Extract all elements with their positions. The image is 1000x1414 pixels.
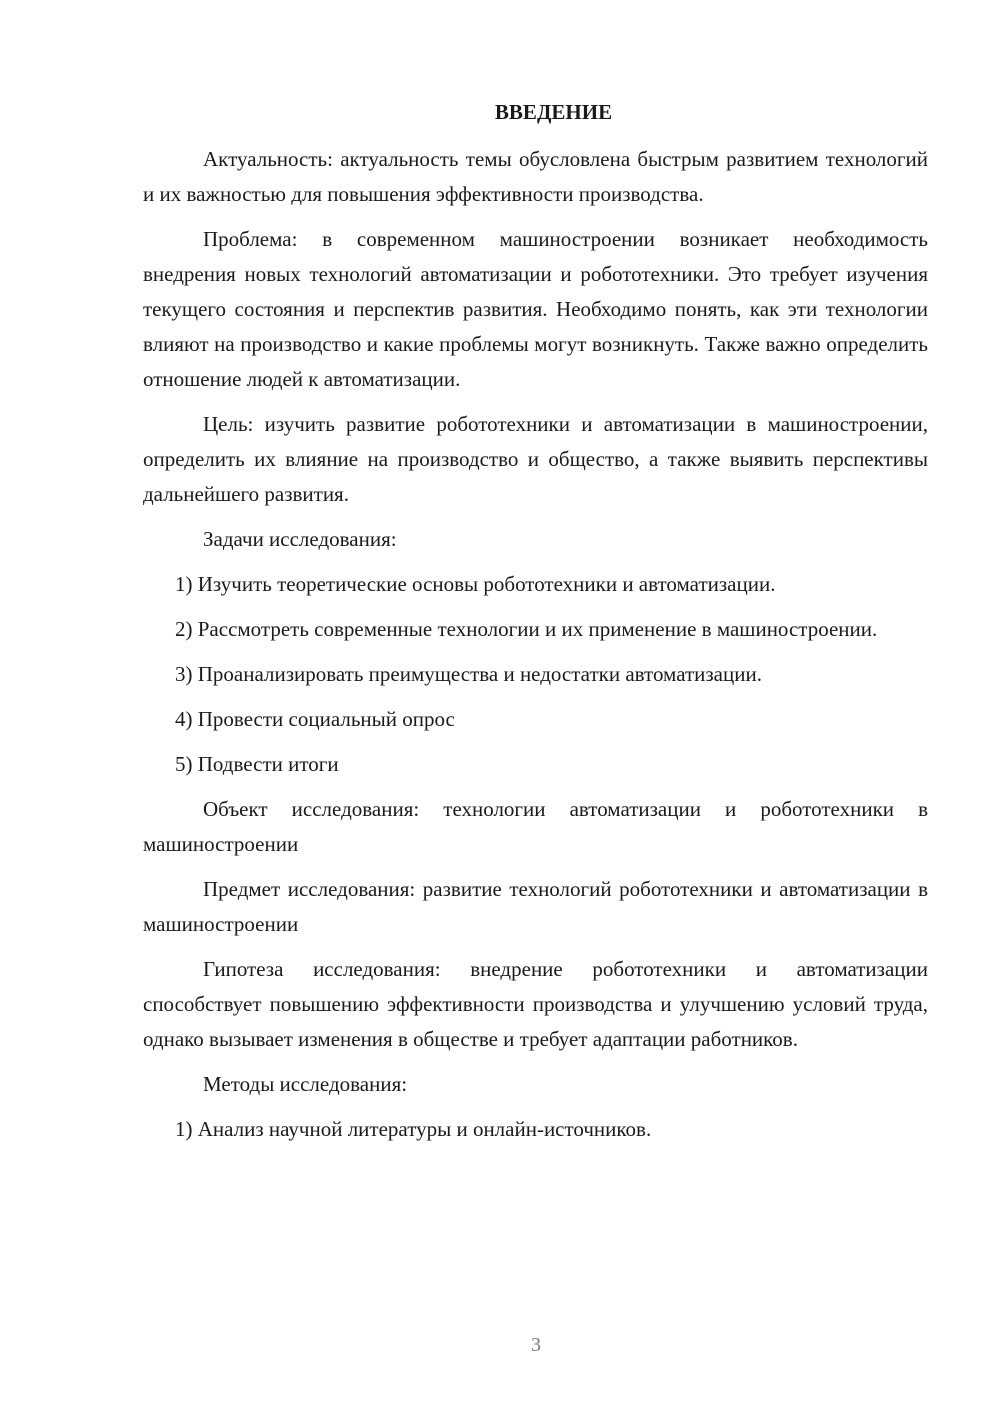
- relevance-paragraph: Актуальность: актуальность темы обусловлена быстрым развитием технологий и их важностью для повышения эффективности производства.: [143, 147, 928, 206]
- problem-paragraph: Проблема: в современном машиностроении возникает необходимость внедрения новых технологий автоматизации и робототехники. Это требует изучения текущего состояния и перспектив развития. Необходимо понять, как эти технологии влияют на производство и какие проблемы могут возникнуть. Также важно определить отношение людей к автоматизации.: [143, 227, 928, 391]
- task-item-5: 5) Подвести итоги: [175, 752, 339, 776]
- method-item-1: 1) Анализ научной литературы и онлайн-источников.: [175, 1117, 652, 1141]
- subject-paragraph: Предмет исследования: развитие технологий робототехники и автоматизации в машиностроении: [143, 877, 928, 936]
- task-item-1: 1) Изучить теоретические основы робототехники и автоматизации.: [175, 572, 776, 596]
- hypothesis-paragraph: Гипотеза исследования: внедрение робототехники и автоматизации способствует повышению эффективности производства и улучшению условий труда, однако вызывает изменения в обществе и требует адаптации работников.: [143, 957, 928, 1051]
- page-number: 3: [531, 1334, 541, 1356]
- task-item-3: 3) Проанализировать преимущества и недостатки автоматизации.: [175, 662, 762, 686]
- task-item-2: 2) Рассмотреть современные технологии и их применение в машиностроении.: [175, 617, 878, 641]
- object-paragraph: Объект исследования: технологии автоматизации и робототехники в машиностроении: [143, 797, 928, 856]
- tasks-title: Задачи исследования:: [203, 527, 397, 551]
- page-body: [143, 95, 928, 1157]
- section-heading: ВВЕДЕНИЕ: [494, 100, 613, 124]
- goal-paragraph: Цель: изучить развитие робототехники и автоматизации в машиностроении, определить их влияние на производство и общество, а также выявить перспективы дальнейшего развития.: [143, 412, 928, 506]
- methods-title: Методы исследования:: [203, 1072, 408, 1096]
- task-item-4: 4) Провести социальный опрос: [175, 707, 455, 731]
